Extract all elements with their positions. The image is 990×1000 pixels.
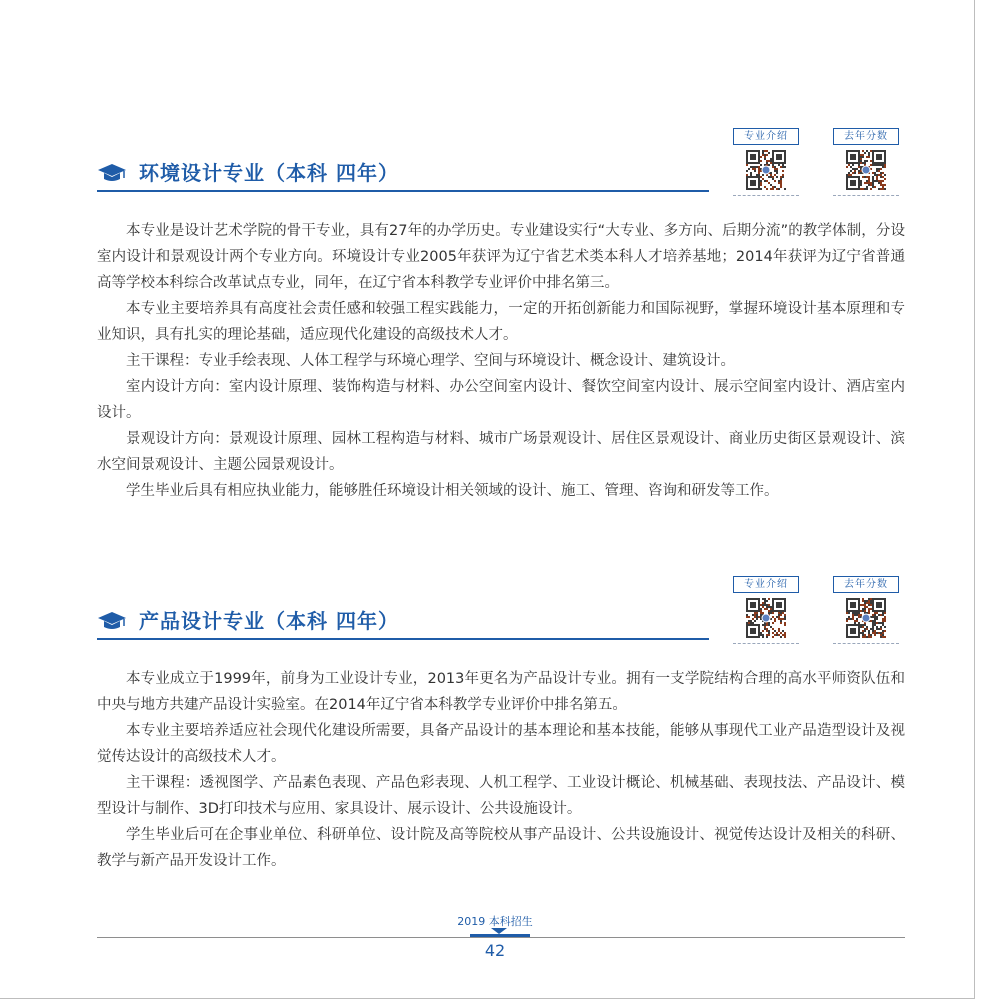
triangle-down-icon bbox=[491, 928, 507, 934]
qr-code-icon[interactable] bbox=[846, 598, 886, 638]
footer-rule bbox=[97, 937, 905, 938]
paragraph: 本专业主要培养适应社会现代化建设所需要，具备产品设计的基本理论和基本技能，能够从事现代工业产品造型设计及视觉传达设计的高级技术人才。 bbox=[97, 723, 905, 765]
paragraph: 本专业成立于1999年，前身为工业设计专业，2013年更名为产品设计专业。拥有一支学院结构合理的高水平师资队伍和中央与地方共建产品设计实验室。在2014年辽宁省本科教学专业评价中排名第五。 bbox=[97, 671, 905, 713]
divider bbox=[833, 643, 899, 644]
qr-scores-label: 去年分数 bbox=[833, 128, 899, 145]
section-body bbox=[97, 218, 905, 504]
section-environmental-design bbox=[97, 128, 905, 504]
qr-code-icon[interactable] bbox=[746, 150, 786, 190]
paragraph: 主干课程：专业手绘表现、人体工程学与环境心理学、空间与环境设计、概念设计、建筑设计。 bbox=[126, 353, 735, 369]
footer-label: 2019 本科招生 bbox=[457, 915, 533, 928]
paragraph: 本专业是设计艺术学院的骨干专业，具有27年的办学历史。专业建设实行“大专业、多方向、后期分流”的教学体制，分设室内设计和景观设计两个专业方向。环境设计专业2005年获评为辽宁省艺术类本科人才培养基地；2014年获评为辽宁省普通高等学校本科综合改革试点专业，同年，在辽宁省本科教学专业评价中排名第三。 bbox=[97, 223, 905, 291]
divider bbox=[733, 195, 799, 196]
paragraph: 主干课程：透视图学、产品素色表现、产品色彩表现、人机工程学、工业设计概论、机械基础、表现技法、产品设计、模型设计与制作、3D打印技术与应用、家具设计、展示设计、公共设施设计。 bbox=[97, 775, 905, 817]
qr-intro-block[interactable] bbox=[733, 128, 799, 196]
qr-code-icon[interactable] bbox=[746, 598, 786, 638]
divider bbox=[833, 195, 899, 196]
qr-code-icon[interactable] bbox=[846, 150, 886, 190]
paragraph: 景观设计方向：景观设计原理、园林工程构造与材料、城市广场景观设计、居住区景观设计、商业历史街区景观设计、滨水空间景观设计、主题公园景观设计。 bbox=[97, 431, 905, 473]
graduation-cap-icon bbox=[97, 162, 127, 184]
paragraph: 本专业主要培养具有高度社会责任感和较强工程实践能力，一定的开拓创新能力和国际视野，掌握环境设计基本原理和专业知识，具有扎实的理论基础，适应现代化建设的高级技术人才。 bbox=[97, 301, 905, 343]
section-title-bar bbox=[97, 158, 709, 192]
qr-intro-block[interactable] bbox=[733, 576, 799, 644]
section-title: 产品设计专业（本科 四年） bbox=[139, 609, 399, 633]
footer-accent-bar bbox=[470, 934, 530, 937]
section-header bbox=[97, 576, 905, 644]
section-body bbox=[97, 666, 905, 874]
page-number: 42 bbox=[484, 941, 506, 960]
paragraph: 学生毕业后具有相应执业能力，能够胜任环境设计相关领域的设计、施工、管理、咨询和研发等工作。 bbox=[126, 483, 779, 499]
section-title: 环境设计专业（本科 四年） bbox=[139, 161, 399, 185]
qr-scores-block[interactable] bbox=[833, 576, 899, 644]
section-product-design bbox=[97, 576, 905, 874]
paragraph: 室内设计方向：室内设计原理、装饰构造与材料、办公空间室内设计、餐饮空间室内设计、展示空间室内设计、酒店室内设计。 bbox=[97, 379, 905, 421]
paragraph: 学生毕业后可在企事业单位、科研单位、设计院及高等院校从事产品设计、公共设施设计、视觉传达设计及相关的科研、教学与新产品开发设计工作。 bbox=[97, 827, 905, 869]
section-title-bar bbox=[97, 606, 709, 640]
qr-intro-label: 专业介绍 bbox=[733, 576, 799, 593]
section-header bbox=[97, 128, 905, 196]
graduation-cap-icon bbox=[97, 610, 127, 632]
qr-scores-block[interactable] bbox=[833, 128, 899, 196]
qr-intro-label: 专业介绍 bbox=[733, 128, 799, 145]
divider bbox=[733, 643, 799, 644]
qr-scores-label: 去年分数 bbox=[833, 576, 899, 593]
